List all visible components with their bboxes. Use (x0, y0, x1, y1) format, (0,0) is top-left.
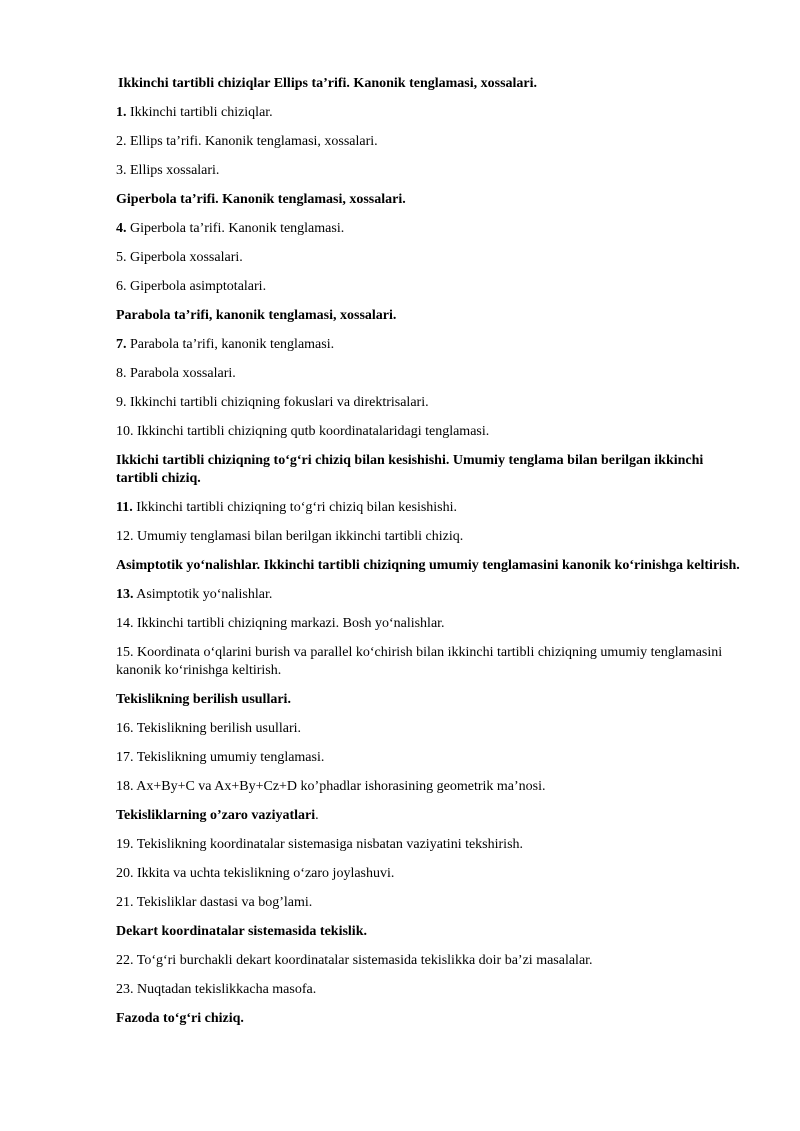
list-item (116, 278, 740, 296)
item-text: Giperbola ta’rifi. Kanonik tenglamasi. (126, 221, 345, 236)
item-text: 9. Ikkinchi tartibli chiziqning fokuslari va direktrisalari. (116, 395, 429, 410)
list-item (116, 528, 740, 546)
list-item (116, 220, 740, 238)
item-text: 20. Ikkita va uchta tekislikning o‘zaro joylashuvi. (116, 866, 395, 881)
list-item (116, 499, 740, 517)
item-text: 3. Ellips xossalari. (116, 163, 220, 178)
item-text: 8. Parabola xossalari. (116, 366, 236, 381)
section-heading (116, 452, 740, 488)
item-number: 4. (116, 221, 127, 236)
list-item (116, 249, 740, 267)
item-text: 6. Giperbola asimptotalari. (116, 279, 267, 294)
item-text: 12. Umumiy tenglamasi bilan berilgan ikkinchi tartibli chiziq. (116, 529, 464, 544)
heading-text: Parabola ta’rifi, kanonik tenglamasi, xossalari. (116, 308, 397, 323)
list-item (116, 365, 740, 383)
heading-text: Tekislikning berilish usullari. (116, 692, 291, 707)
list-item (116, 865, 740, 883)
item-text: 10. Ikkinchi tartibli chiziqning qutb koordinatalaridagi tenglamasi. (116, 424, 490, 439)
item-number: 13. (116, 587, 134, 602)
list-item (116, 394, 740, 412)
list-item (116, 644, 740, 680)
section-heading (116, 307, 740, 325)
item-number: 7. (116, 337, 127, 352)
section-heading (116, 807, 740, 825)
heading-text: Giperbola ta’rifi. Kanonik tenglamasi, xossalari. (116, 192, 406, 207)
list-item (116, 423, 740, 441)
section-heading (116, 1010, 740, 1028)
heading-text: Tekisliklarning o’zaro vaziyatlari (116, 808, 316, 823)
list-item (116, 104, 740, 122)
item-text: 17. Tekislikning umumiy tenglamasi. (116, 750, 325, 765)
item-text: 23. Nuqtadan tekislikkacha masofa. (116, 982, 317, 997)
list-item (116, 133, 740, 151)
section-heading (116, 75, 740, 93)
item-text: 22. To‘g‘ri burchakli dekart koordinatalar sistemasida tekislikka doir ba’zi masalalar. (116, 953, 593, 968)
item-number: 1. (116, 105, 127, 120)
list-item (116, 952, 740, 970)
heading-text: Dekart koordinatalar sistemasida tekislik. (116, 924, 367, 939)
item-text: 5. Giperbola xossalari. (116, 250, 243, 265)
heading-text: Ikkinchi tartibli chiziqlar Ellips ta’rifi. Kanonik tenglamasi, xossalari. (118, 76, 538, 91)
list-item (116, 720, 740, 738)
section-heading (116, 691, 740, 709)
heading-trailing-punctuation: . (315, 808, 319, 823)
item-text: Parabola ta’rifi, kanonik tenglamasi. (126, 337, 335, 352)
list-item (116, 981, 740, 999)
section-heading (116, 557, 740, 575)
list-item (116, 894, 740, 912)
heading-text: Fazoda to‘g‘ri chiziq. (116, 1011, 244, 1026)
list-item (116, 586, 740, 604)
item-text: Ikkinchi tartibli chiziqning to‘g‘ri chiziq bilan kesishishi. (132, 500, 458, 515)
item-number: 11. (116, 500, 133, 515)
list-item (116, 836, 740, 854)
heading-text: Ikkichi tartibli chiziqning to‘g‘ri chiziq bilan kesishishi. Umumiy tenglama bilan berilgan ikkinchi tartibli chiziq. (116, 453, 704, 486)
item-text: 2. Ellips ta’rifi. Kanonik tenglamasi, xossalari. (116, 134, 378, 149)
list-item (116, 615, 740, 633)
heading-text: Asimptotik yo‘nalishlar. Ikkinchi tartibli chiziqning umumiy tenglamasini kanonik ko‘rinishga keltirish. (116, 558, 740, 573)
item-text: 14. Ikkinchi tartibli chiziqning markazi. Bosh yo‘nalishlar. (116, 616, 445, 631)
item-text: 18. Ax+By+C va Ax+By+Cz+D ko’phadlar ishorasining geometrik ma’nosi. (116, 779, 546, 794)
item-text: Ikkinchi tartibli chiziqlar. (126, 105, 273, 120)
item-text: 16. Tekislikning berilish usullari. (116, 721, 302, 736)
item-text: Asimptotik yo‘nalishlar. (133, 587, 273, 602)
section-heading (116, 923, 740, 941)
list-item (116, 749, 740, 767)
item-text: 15. Koordinata o‘qlarini burish va parallel ko‘chirish bilan ikkinchi tartibli chiziqning umumiy tenglamasini kanonik ko‘rinishga keltirish. (116, 645, 723, 678)
list-item (116, 162, 740, 180)
item-text: 21. Tekisliklar dastasi va bog’lami. (116, 895, 313, 910)
document-page (116, 75, 740, 1039)
item-text: 19. Tekislikning koordinatalar sistemasiga nisbatan vaziyatini tekshirish. (116, 837, 524, 852)
list-item (116, 778, 740, 796)
list-item (116, 336, 740, 354)
section-heading (116, 191, 740, 209)
